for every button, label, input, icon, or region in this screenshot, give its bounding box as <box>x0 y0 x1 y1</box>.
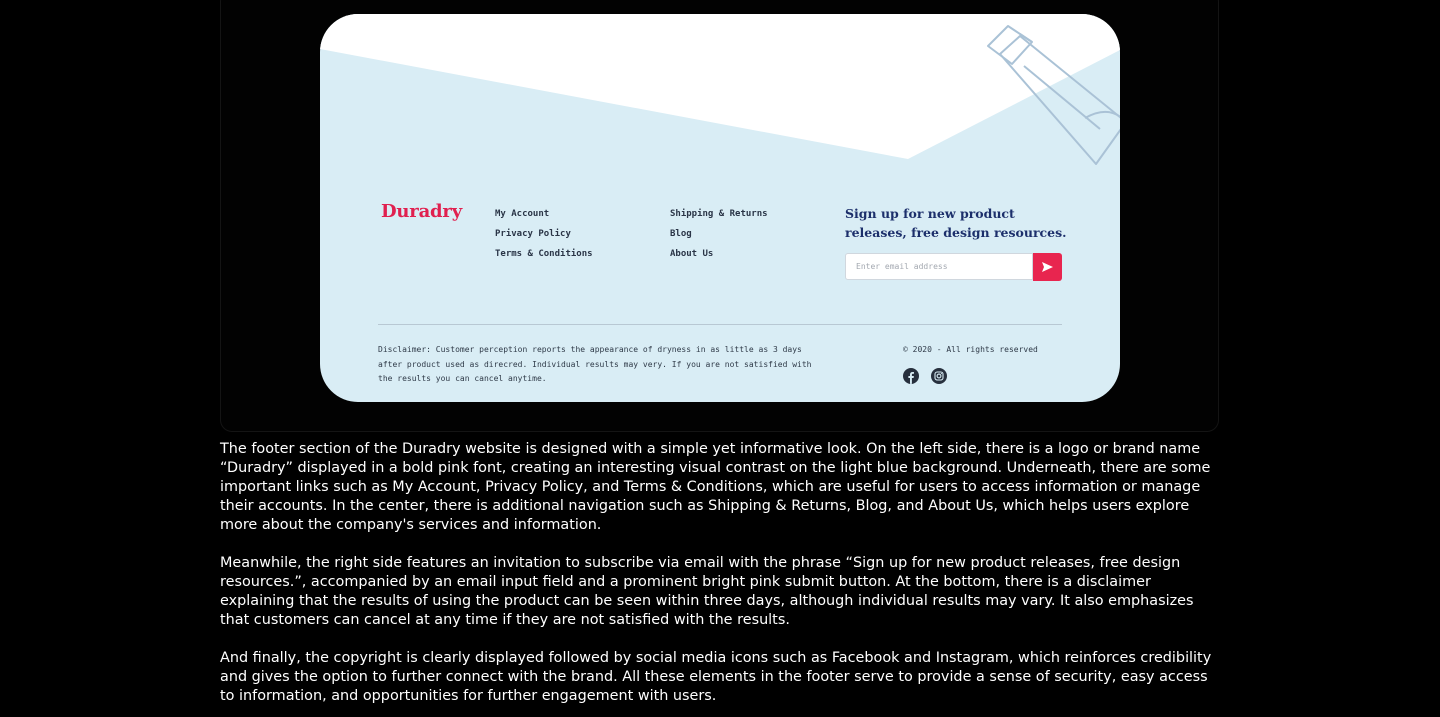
description-paragraph-2: Meanwhile, the right side features an invitation to subscribe via email with the phrase “Sign up for new product releases, free design resources.”, accompanied by an email input field and a prominent bright pink submit button. At the bottom, there is a disclaimer explaining that the results of using the product can be seen within three days, although individual results may vary. It also emphasizes that customers can cancel at any time if they are not satisfied with the results. <box>220 555 1194 628</box>
disclaimer-text: Disclaimer: Customer perception reports the appearance of dryness in as little as 3 days after product used as direcred. Individual results may very. If you are not satisfied with the results you can cancel anytime. <box>378 345 812 383</box>
terms-conditions-link[interactable]: Terms & Conditions <box>495 249 593 259</box>
white-diagonal-shape <box>320 14 1120 159</box>
description-text <box>220 440 1224 717</box>
description-paragraph-3: And finally, the copyright is clearly displayed followed by social media icons such as Facebook and Instagram, which reinforces credibility and gives the option to further connect with the brand. All these elements in the footer serve to provide a sense of security, easy access to information, and opportunities for further engagement with users. <box>220 650 1212 704</box>
footer-preview-card <box>320 14 1120 402</box>
footer-links-left <box>495 204 593 264</box>
copyright-text: © 2020 - All rights reserved <box>903 345 1038 354</box>
footer-links-center <box>670 204 768 264</box>
brand-logo[interactable]: Duradry <box>381 201 462 222</box>
description-paragraph-1: The footer section of the Duradry website is designed with a simple yet informative look. On the left side, there is a logo or brand name “Duradry” displayed in a bold pink font, creating an interesting visual contrast on the light blue background. Underneath, there are some important links such as My Account, Privacy Policy, and Terms & Conditions, which are useful for users to access information or manage their accounts. In the center, there is additional navigation such as Shipping & Returns, Blog, and About Us, which helps users explore more about the company's services and information. <box>220 441 1211 533</box>
blog-link[interactable]: Blog <box>670 229 692 239</box>
shipping-returns-link[interactable]: Shipping & Returns <box>670 209 768 219</box>
instagram-icon[interactable] <box>931 368 947 384</box>
signup-heading: Sign up for new product releases, free design resources. <box>845 206 1067 240</box>
send-arrow-icon <box>1041 261 1054 273</box>
my-account-link[interactable]: My Account <box>495 209 550 219</box>
privacy-policy-link[interactable]: Privacy Policy <box>495 229 571 239</box>
facebook-icon[interactable] <box>903 368 919 384</box>
email-input[interactable] <box>845 253 1033 280</box>
about-us-link[interactable]: About Us <box>670 249 714 259</box>
submit-button[interactable] <box>1033 253 1062 281</box>
footer-divider <box>378 324 1062 325</box>
